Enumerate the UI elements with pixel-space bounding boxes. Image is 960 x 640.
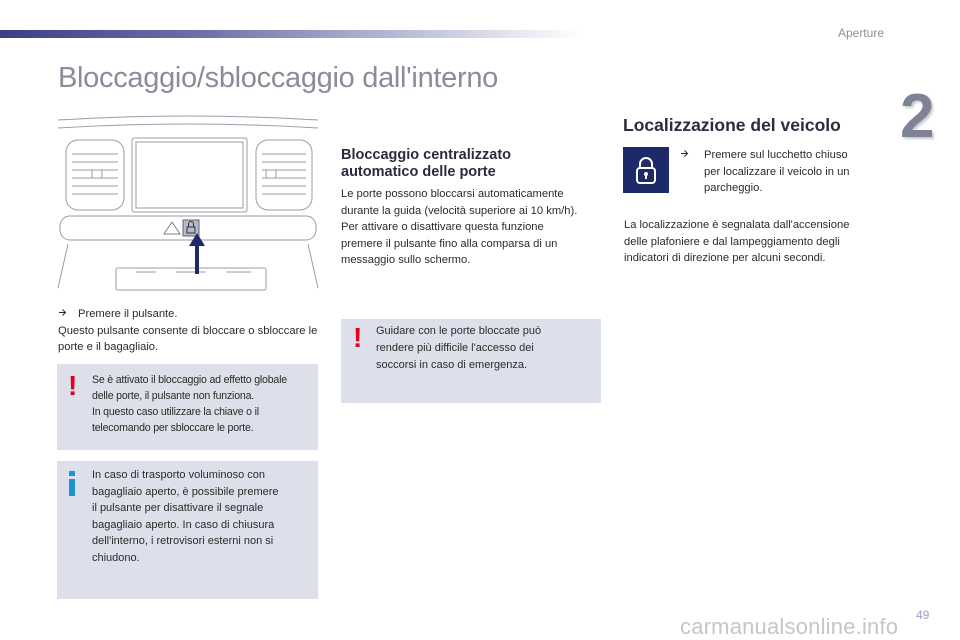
info-text: [92, 467, 314, 567]
locate-instruction: [680, 147, 876, 197]
locate-body: [624, 217, 880, 267]
lock-key-button-picture: [623, 147, 669, 193]
info-line: bagagliaio aperto, è possibile premere: [92, 485, 279, 498]
warning-line: In questo caso utilizzare la chiave o il: [92, 406, 259, 418]
warning-line: telecomando per sbloccare le porte.: [92, 422, 254, 434]
lock-button-illustration: [183, 220, 199, 236]
bullet-line: per localizzare il veicolo in un: [704, 165, 850, 178]
body-line: messaggio sullo schermo.: [341, 254, 471, 267]
body-line: delle plafoniere e dal lampeggiamento degli: [624, 235, 840, 248]
body-line: durante la guida (velocità superiore ai 10 km/h).: [341, 204, 578, 217]
header-gradient-bar: [0, 30, 580, 38]
warning-box-locked-driving: [341, 319, 601, 403]
instruction-line: [58, 306, 318, 323]
page-title: Bloccaggio/sbloccaggio dall'interno: [58, 62, 498, 94]
body-line: Le porte possono bloccarsi automaticamente: [341, 188, 564, 200]
warning-text: [92, 372, 317, 436]
warning-line: delle porte, il pulsante non funziona.: [92, 390, 255, 402]
warning-icon: !: [68, 370, 78, 401]
body-line: premere il pulsante fino alla comparsa di un: [341, 237, 558, 250]
info-line: In caso di trasporto voluminoso con: [92, 469, 266, 481]
info-icon: [68, 471, 76, 497]
instruction-description: Questo pulsante consente di bloccare o sbloccare le porte e il bagagliaio.: [58, 324, 318, 354]
warning-line: Guidare con le porte bloccate può: [376, 325, 542, 337]
warning-line: soccorsi in caso di emergenza.: [376, 359, 528, 371]
info-line: il pulsante per disattivare il segnale: [92, 502, 264, 515]
warning-box-global-lock: [57, 364, 318, 450]
heading-line: automatico delle porte: [341, 164, 496, 180]
chapter-number: 2: [900, 82, 935, 151]
warning-icon: !: [353, 322, 363, 353]
bullet-line: Premere sul lucchetto chiuso: [704, 149, 848, 161]
page-number: 49: [916, 608, 930, 622]
section-label: Aperture: [837, 26, 884, 40]
section-heading-auto-lock: [341, 147, 511, 181]
locate-bullet-item: [680, 147, 876, 197]
warning-line: rendere più difficile l'accesso dei: [376, 342, 534, 354]
info-box-bulky-load: [57, 461, 318, 599]
watermark: carmanualsonline.info: [680, 614, 899, 639]
warning-text: [376, 323, 596, 374]
left-instruction-block: [58, 306, 318, 356]
dashboard-illustration: [56, 114, 320, 292]
warning-line: Se è attivato il bloccaggio ad effetto globale: [92, 374, 287, 386]
section-heading-locate-vehicle: Localizzazione del veicolo: [623, 115, 841, 135]
heading-line: Bloccaggio centralizzato: [341, 147, 512, 163]
bullet-line: parcheggio.: [704, 182, 763, 195]
bullet-arrow-icon: [58, 306, 78, 323]
auto-lock-body: [341, 186, 603, 269]
lock-closed-icon: [623, 147, 669, 193]
body-line: Per attivare o disattivare questa funzione: [341, 221, 544, 234]
info-line: bagagliaio aperto. In caso di chiusura: [92, 518, 275, 531]
instruction-text: Premere il pulsante.: [78, 308, 178, 320]
bullet-arrow-icon: [680, 147, 689, 164]
info-line: chiudono.: [92, 551, 140, 564]
info-line: dell'interno, i retrovisori esterni non si: [92, 535, 274, 548]
body-line: indicatori di direzione per alcuni secondi.: [624, 252, 826, 265]
body-line: La localizzazione è segnalata dall'accensione: [624, 219, 850, 231]
